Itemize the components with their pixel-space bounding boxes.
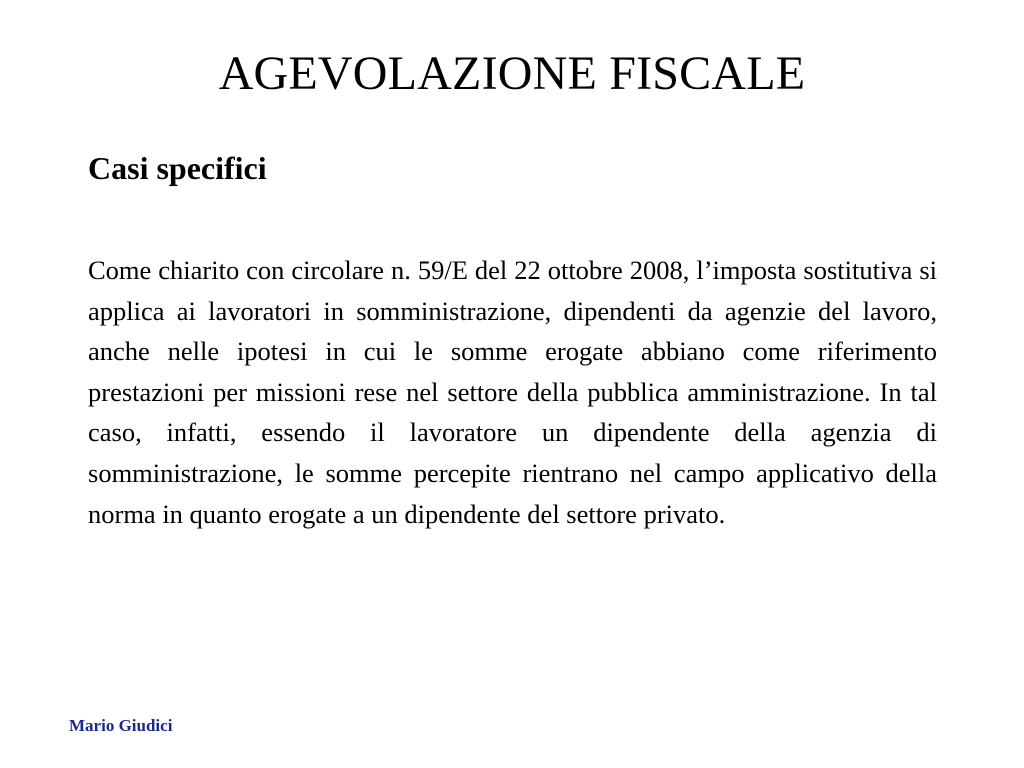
body-paragraph: Come chiarito con circolare n. 59/E del 22 ottobre 2008, l’imposta sostitutiva si applica ai lavoratori in somministrazione, dipendenti da agenzie del lavoro, anche nelle ipotesi in cui le somme erogate abbiano come riferimento prestazioni per missioni rese nel settore della pubblica amministrazione. In tal caso, infatti, essendo il lavoratore un dipendente della agenzia di somministrazione, le somme percepite rientrano nel campo applicativo della norma in quanto erogate a un dipendente del settore privato. xyxy=(88,255,937,529)
slide-title: AGEVOLAZIONE FISCALE xyxy=(218,47,806,100)
footer-author: Mario Giudici xyxy=(69,716,173,735)
section-subtitle: Casi specifici xyxy=(88,150,267,186)
